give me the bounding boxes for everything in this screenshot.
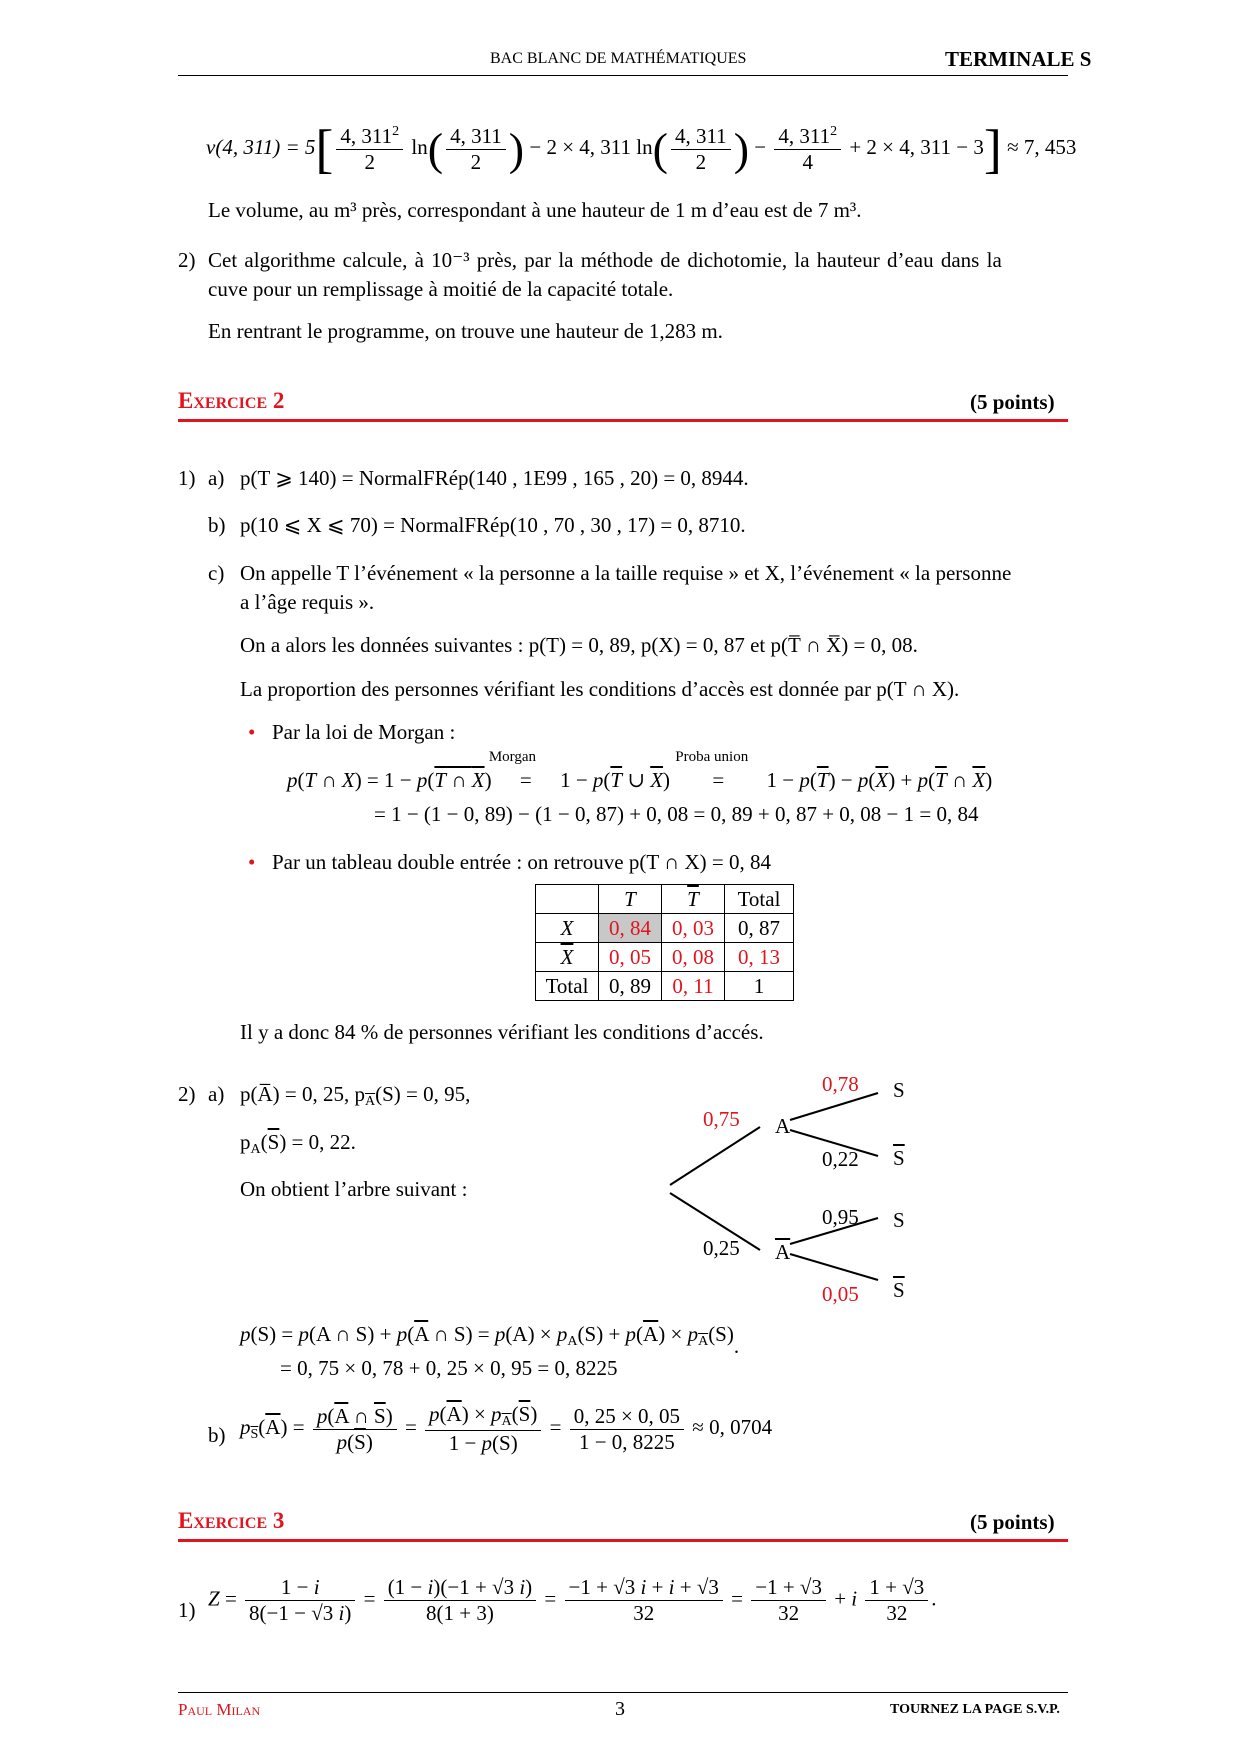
proba-union-label: Proba union xyxy=(675,749,749,765)
formula-result: ≈ 7, 453 xyxy=(1007,134,1077,159)
q1c-label: c) xyxy=(208,561,225,585)
table-cell: 1 xyxy=(725,972,794,1001)
tree-p-S-given-Abar: 0,95 xyxy=(822,1205,859,1229)
header-right: TERMINALE S xyxy=(945,47,1092,71)
header-rule xyxy=(178,75,1068,76)
bullet-dot: • xyxy=(248,720,256,744)
q2-result: En rentrant le programme, on trouve une hauteur de 1,283 m. xyxy=(208,319,723,343)
bullet-dot: • xyxy=(248,850,256,874)
table-header-total: Total xyxy=(725,885,794,914)
ex3-q1-label: 1) xyxy=(178,1598,196,1622)
q2b-result: ≈ 0, 0704 xyxy=(692,1414,773,1439)
morgan-label: Morgan xyxy=(488,749,537,765)
header-left: BAC BLANC DE MATHÉMATIQUES xyxy=(490,50,747,67)
q2-text-line1: Cet algorithme calcule, à 10⁻³ près, par la méthode de dichotomie, la hauteur d’eau dans la xyxy=(208,248,1002,272)
table-row-total: Total xyxy=(536,972,599,1001)
tree-leaf-Sbar: $\overline{S}$ xyxy=(893,1146,905,1170)
tree-p-A: 0,75 xyxy=(703,1107,740,1131)
exercise2-title: Exercice 2 xyxy=(178,388,285,413)
q1c-conclusion: Il y a donc 84 % de personnes vérifiant les conditions d’accés. xyxy=(240,1020,764,1044)
table-cell: 0, 89 xyxy=(599,972,662,1001)
q1b-text: p(10 ⩽ X ⩽ 70) = NormalFRép(10 , 70 , 30 , 17) = 0, 8710. xyxy=(240,513,746,537)
q2a-label: a) xyxy=(208,1082,225,1106)
q2-text-line2: cuve pour un remplissage à moitié de la capacité totale. xyxy=(208,277,674,301)
table-cell: 0, 05 xyxy=(599,943,662,972)
pS-line2: = 0, 75 × 0, 78 + 0, 25 × 0, 95 = 0, 8225 xyxy=(280,1356,618,1380)
footer-rule xyxy=(178,1692,1068,1693)
q1a-text: p(T ⩾ 140) = NormalFRép(140 , 1E99 , 165 , 20) = 0, 8944. xyxy=(240,466,749,490)
q1c-line1: On appelle T l’événement « la personne a la taille requise » et X, l’événement « la personne xyxy=(240,561,1012,585)
q1a-label: a) xyxy=(208,466,225,490)
q1c-line2: a l’âge requis ». xyxy=(240,590,375,614)
exercise2-rule xyxy=(178,419,1068,422)
morgan-line2: = 1 − (1 − 0, 89) − (1 − 0, 87) + 0, 08 = 0, 89 + 0, 87 + 0, 08 − 1 = 0, 84 xyxy=(374,802,979,826)
volume-formula: v(4, 311) = 5[ $\frac{4, 311^2}{2}$ ln( $\frac{4, 311}{2}$ ) − 2 × 4, 311 ln( $\frac{4, 311}{2}$ ) − $\frac{4, 311^2}{4}$ + 2 × 4, 311 − 3] ≈ 7, 453 xyxy=(206,119,1077,179)
table-cell: 0, 87 xyxy=(725,914,794,943)
bullet1-text: Par la loi de Morgan : xyxy=(272,720,456,744)
table-header-T: T xyxy=(599,885,662,914)
formula-lhs: v(4, 311) = 5 xyxy=(206,134,316,159)
tree-p-Abar: 0,25 xyxy=(703,1236,740,1260)
table-cell: 0, 08 xyxy=(662,943,725,972)
volume-text: Le volume, au m³ près, correspondant à une hauteur de 1 m d’eau est de 7 m³. xyxy=(208,198,862,222)
q1c-data: On a alors les données suivantes : p(T) = 0, 89, p(X) = 0, 87 et p(T̅ ∩ X̅) = 0, 08. xyxy=(240,633,918,657)
tree-node-Abar: $\overline{A}$ xyxy=(775,1240,791,1264)
exercise3-title: Exercice 3 xyxy=(178,1508,285,1533)
q2b-label: b) xyxy=(208,1423,226,1447)
table-cell: 0, 13 xyxy=(725,943,794,972)
pS-line1: p(S) = p(A ∩ $S) + p(\overline{A}$ ∩ $S) = p(A) \times p_A(S) + p(\overline{A}) \times p_{\overline{A}}(S)$. xyxy=(240,1322,740,1358)
exercise2-points: (5 points) xyxy=(970,390,1055,414)
double-entry-table xyxy=(535,884,794,1001)
table-header-Tbar: $\overline{T}$ xyxy=(662,885,725,914)
q1-num: 1) xyxy=(178,466,196,490)
q2a-line2: $p_A(\overline{S}) = 0$, 22. xyxy=(240,1130,356,1157)
q1b-label: b) xyxy=(208,513,226,537)
tree-p-Sbar-given-Abar: 0,05 xyxy=(822,1282,859,1306)
probability-tree xyxy=(600,1050,940,1320)
footer-page-number: 3 xyxy=(615,1698,625,1720)
q1c-proportion: La proportion des personnes vérifiant les conditions d’accès est donnée par p(T ∩ X). xyxy=(240,677,960,701)
table-cell: 0, 03 xyxy=(662,914,725,943)
exercise3-points: (5 points) xyxy=(970,1510,1055,1534)
table-cell: 0, 11 xyxy=(662,972,725,1001)
morgan-line1: p(T ∩ X) = 1 − p(T ∩ X) Morgan = $1 - p(\overline{T}$ ∪ $\overline{X}$) Proba union = $1 - p(\overline{T}) - p(\overline{X}) + p(\overline{T}$ ∩ $\overline{X}$) xyxy=(287,749,993,792)
ex3-q1-formula: Z = $\frac{1 - i}{8(-1 - √3 i)}$ = $\frac{(1 - i)(-1 + √3 i)}{8(1 + 3)}$ = $\frac{-1 + √3 i + i + √3}{32}$ = $\frac{-1 + √3}{32}$ + i $\frac{1 + √3}{32}$ . xyxy=(208,1575,937,1625)
tree-leaf-S: S xyxy=(893,1208,905,1232)
table-corner xyxy=(536,885,599,914)
q2a-line1: p(A̅) = 0, 25, $p_{\overline{A}}(S) = 0$, 95, xyxy=(240,1082,471,1109)
tree-edge-A-S xyxy=(790,1093,878,1120)
tree-leaf-S: S xyxy=(893,1078,905,1102)
q2-num-ex2: 2) xyxy=(178,1082,196,1106)
tree-node-A: A xyxy=(775,1114,791,1138)
bullet2-text: Par un tableau double entrée : on retrouve p(T ∩ X) = 0, 84 xyxy=(272,850,771,874)
tree-p-Sbar-given-A: 0,22 xyxy=(822,1147,859,1171)
exercise3-rule xyxy=(178,1539,1068,1542)
table-cell: 0, 84 xyxy=(599,914,662,943)
footer-right: TOURNEZ LA PAGE S.V.P. xyxy=(890,1702,1060,1717)
tree-leaf-Sbar: $\overline{S}$ xyxy=(893,1278,905,1302)
q2-num: 2) xyxy=(178,248,196,272)
table-row-X: X xyxy=(536,914,599,943)
tree-edge-Abar-Sbar xyxy=(790,1254,878,1280)
table-row-Xbar: $\overline{X}$ xyxy=(536,943,599,972)
tree-p-S-given-A: 0,78 xyxy=(822,1072,859,1096)
q2a-tree-intro: On obtient l’arbre suivant : xyxy=(240,1177,468,1201)
footer-author: Paul Milan xyxy=(178,1700,261,1719)
tree-edge-A xyxy=(670,1127,760,1185)
q2b-formula: $p_{\overline{S}}(\overline{A})$ = $\frac{p(\overline{A} \cap \overline{S})}{p(\overline{S})}$ = $\frac{p(\overline{A}) \times p_{\overline{A}}(\overline{S})}{1 - p(S)}$ = $\frac{0, 25 \times 0, 05}{1 - 0, 8225}$ ≈ 0, 0704 xyxy=(240,1402,773,1455)
